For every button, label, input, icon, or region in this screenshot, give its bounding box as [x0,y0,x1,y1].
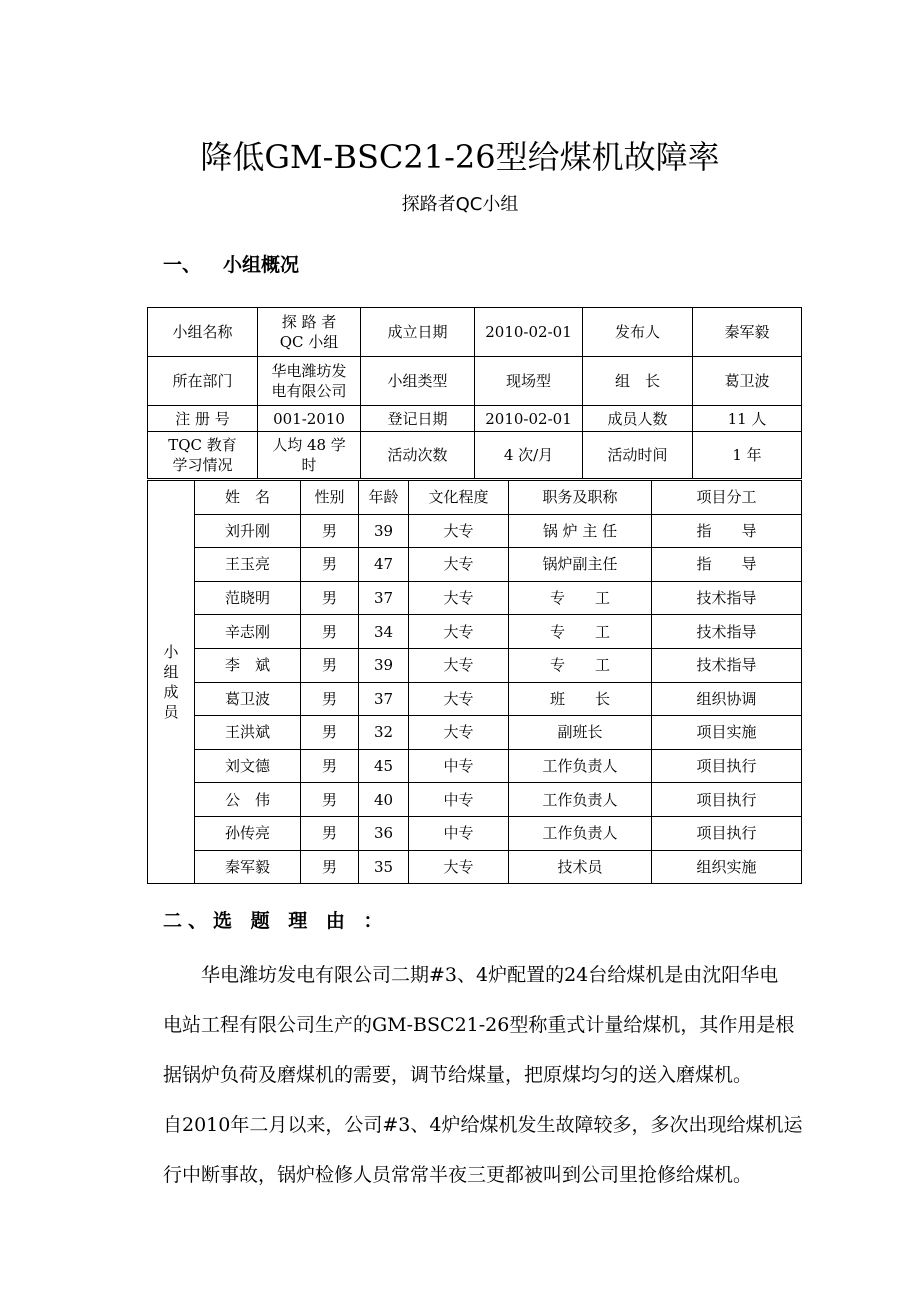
member-gender: 男 [301,548,359,582]
member-position: 工作负责人 [509,749,652,783]
member-row [148,783,802,817]
member-gender: 男 [301,615,359,649]
member-education: 大专 [409,648,509,682]
member-row [148,648,802,682]
member-name: 王洪斌 [195,716,301,750]
member-row [148,850,802,884]
members-table [147,480,802,884]
info-label-activity-count: 活动次数 [361,432,475,479]
member-name: 李 斌 [195,648,301,682]
member-age: 35 [359,850,409,884]
header-age: 年龄 [359,481,409,515]
section-heading-overview [163,250,299,280]
member-age: 37 [359,682,409,716]
info-row [148,432,802,479]
member-role: 项目执行 [652,816,802,850]
member-position: 专 工 [509,615,652,649]
member-role: 技术指导 [652,615,802,649]
member-role: 指 导 [652,548,802,582]
member-gender: 男 [301,648,359,682]
member-name: 公 伟 [195,783,301,817]
info-label-founded: 成立日期 [361,308,475,357]
info-label-member-count: 成员人数 [583,406,693,432]
group-info-table [147,307,802,479]
member-gender: 男 [301,749,359,783]
member-position: 锅 炉 主 任 [509,514,652,548]
group-members-label: 小 组 成 员 [148,481,195,884]
member-gender: 男 [301,716,359,750]
member-position: 工作负责人 [509,816,652,850]
member-name: 辛志刚 [195,615,301,649]
member-education: 大专 [409,716,509,750]
info-row [148,357,802,406]
member-position: 技术员 [509,850,652,884]
members-header-row [148,481,802,515]
member-name: 刘文德 [195,749,301,783]
member-position: 专 工 [509,581,652,615]
header-role: 项目分工 [652,481,802,515]
member-education: 大专 [409,682,509,716]
member-age: 32 [359,716,409,750]
member-education: 中专 [409,749,509,783]
info-value-group-type: 现场型 [475,357,583,406]
group-subtitle: 探路者QC小组 [401,194,519,215]
info-label-group-name: 小组名称 [148,308,258,357]
info-label-leader: 组 长 [583,357,693,406]
section-number: 一、 [163,254,202,276]
member-position: 工作负责人 [509,783,652,817]
header-education: 文化程度 [409,481,509,515]
member-row [148,749,802,783]
info-label-group-type: 小组类型 [361,357,475,406]
info-label-reg-no: 注 册 号 [148,406,258,432]
info-value-activity-time: 1 年 [693,432,802,479]
member-role: 技术指导 [652,648,802,682]
member-name: 葛卫波 [195,682,301,716]
info-value-publisher: 秦军毅 [693,308,802,357]
member-name: 秦军毅 [195,850,301,884]
member-age: 36 [359,816,409,850]
info-value-group-name: 探 路 者 QC 小组 [258,308,361,357]
member-gender: 男 [301,581,359,615]
paragraph-line: 据锅炉负荷及磨煤机的需要，调节给煤量，把原煤均匀的送入磨煤机。 [163,1064,753,1086]
info-label-publisher: 发布人 [583,308,693,357]
member-row [148,548,802,582]
reason-paragraph [163,950,803,1200]
info-value-tqc: 人均 48 学 时 [258,432,361,479]
member-role: 组织协调 [652,682,802,716]
info-value-reg-date: 2010-02-01 [475,406,583,432]
info-label-reg-date: 登记日期 [361,406,475,432]
member-row [148,716,802,750]
member-education: 中专 [409,783,509,817]
member-row [148,581,802,615]
member-age: 47 [359,548,409,582]
info-value-founded: 2010-02-01 [475,308,583,357]
member-education: 大专 [409,581,509,615]
paragraph-line: 行中断事故，锅炉检修人员常常半夜三更都被叫到公司里抢修给煤机。 [163,1164,753,1186]
header-name: 姓 名 [195,481,301,515]
member-name: 孙传亮 [195,816,301,850]
info-row [148,406,802,432]
member-position: 锅炉副主任 [509,548,652,582]
member-position: 副班长 [509,716,652,750]
paragraph-line: 自2010年二月以来，公司#3、4炉给煤机发生故障较多，多次出现给煤机运 [163,1114,803,1136]
header-position: 职务及职称 [509,481,652,515]
member-education: 大专 [409,548,509,582]
member-gender: 男 [301,850,359,884]
member-age: 34 [359,615,409,649]
member-gender: 男 [301,514,359,548]
member-age: 37 [359,581,409,615]
paragraph-line: 电站工程有限公司生产的GM-BSC21-26型称重式计量给煤机，其作用是根 [163,1014,795,1036]
member-gender: 男 [301,682,359,716]
member-name: 刘升刚 [195,514,301,548]
member-position: 班 长 [509,682,652,716]
paragraph-line: 华电潍坊发电有限公司二期#3、4炉配置的24台给煤机是由沈阳华电 [163,964,779,986]
info-row [148,308,802,357]
info-label-activity-time: 活动时间 [583,432,693,479]
info-value-member-count: 11 人 [693,406,802,432]
member-role: 技术指导 [652,581,802,615]
member-name: 范晓明 [195,581,301,615]
member-age: 39 [359,514,409,548]
info-value-department: 华电潍坊发 电有限公司 [258,357,361,406]
section-heading-reason: 二、选 题 理 由 ： [163,910,389,932]
member-role: 项目执行 [652,783,802,817]
member-age: 40 [359,783,409,817]
header-gender: 性别 [301,481,359,515]
info-value-activity-count: 4 次/月 [475,432,583,479]
member-name: 王玉亮 [195,548,301,582]
member-gender: 男 [301,816,359,850]
info-value-reg-no: 001-2010 [258,406,361,432]
member-role: 项目实施 [652,716,802,750]
member-age: 45 [359,749,409,783]
member-education: 大专 [409,850,509,884]
member-role: 项目执行 [652,749,802,783]
member-education: 大专 [409,615,509,649]
document-title: 降低GM-BSC21-26型给煤机故障率 [200,138,720,176]
member-row [148,682,802,716]
member-row [148,514,802,548]
member-education: 大专 [409,514,509,548]
member-row [148,816,802,850]
member-gender: 男 [301,783,359,817]
member-row [148,615,802,649]
section-label: 小组概况 [223,254,300,276]
member-role: 指 导 [652,514,802,548]
member-position: 专 工 [509,648,652,682]
member-education: 中专 [409,816,509,850]
info-label-department: 所在部门 [148,357,258,406]
member-role: 组织实施 [652,850,802,884]
info-label-tqc: TQC 教育 学习情况 [148,432,258,479]
info-value-leader: 葛卫波 [693,357,802,406]
member-age: 39 [359,648,409,682]
